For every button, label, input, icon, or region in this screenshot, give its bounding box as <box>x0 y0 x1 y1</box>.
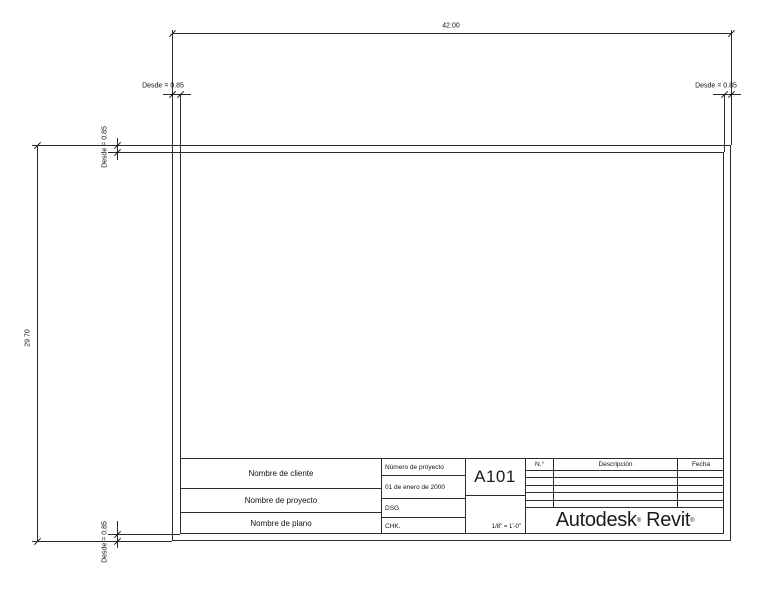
project-number-label[interactable]: Número de proyecto <box>385 463 444 471</box>
revision-row-line <box>525 500 724 501</box>
dimension-text-margin-top-left[interactable]: Desde = 0.85 <box>142 82 184 90</box>
margin-dimension-line <box>163 94 191 95</box>
issue-date-value[interactable]: 01 de enero de 2000 <box>385 483 445 491</box>
margin-dimension-line <box>117 138 118 160</box>
logo-autodesk-text: Autodesk <box>555 509 637 531</box>
revision-row-line <box>525 492 724 493</box>
margin-dimension-line <box>713 94 741 95</box>
sheet-number[interactable]: A101 <box>474 467 516 486</box>
checked-by-value[interactable]: CHK. <box>385 522 401 530</box>
revision-row-line <box>525 485 724 486</box>
extension-line <box>108 534 180 535</box>
autodesk-revit-logo <box>526 508 724 533</box>
dimension-text-margin-left-bottom[interactable]: Desde = 0.85 <box>101 521 109 563</box>
client-name-label[interactable]: Nombre de cliente <box>248 469 314 478</box>
extension-line <box>108 152 180 153</box>
registered-mark: ® <box>690 517 695 524</box>
revision-col-date: Fecha <box>691 461 711 468</box>
dimension-line-left <box>37 145 38 541</box>
revision-col-number: N.° <box>534 461 545 468</box>
dimension-text-margin-left-top[interactable]: Desde = 0.85 <box>101 126 109 168</box>
drawn-by-value[interactable]: DSG <box>385 504 400 512</box>
revision-row-line <box>525 477 724 478</box>
revision-col-description: Descripción <box>598 461 633 468</box>
sheet-name-label[interactable]: Nombre de plano <box>250 519 312 528</box>
scale-value[interactable]: 1/8" = 1'-0" <box>491 524 521 530</box>
dimension-text-height[interactable]: 29.70 <box>24 329 32 347</box>
dimension-text-width[interactable]: 42.00 <box>442 22 460 30</box>
extension-line <box>180 95 181 152</box>
dimension-text-margin-top-right[interactable]: Desde = 0.85 <box>695 82 737 90</box>
extension-line <box>724 95 725 152</box>
project-name-label[interactable]: Nombre de proyecto <box>244 496 318 505</box>
logo-revit-text: Revit <box>646 509 691 531</box>
revision-table-line <box>525 470 724 471</box>
dimension-line-top <box>172 33 731 34</box>
registered-mark: ® <box>636 517 641 524</box>
